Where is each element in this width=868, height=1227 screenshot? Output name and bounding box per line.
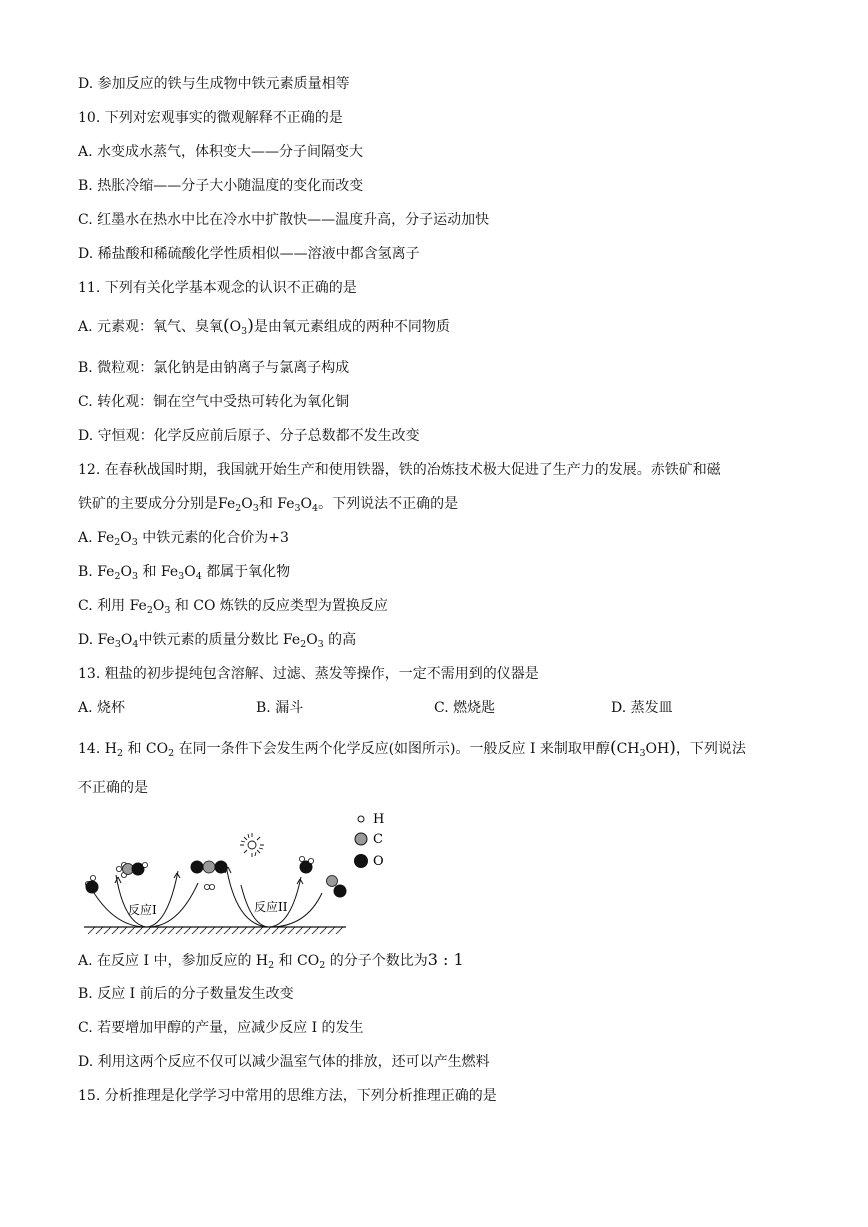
q13-option-c: C. 燃烧匙 <box>434 700 496 716</box>
q10-stem: 10. 下列对宏观事实的微观解释不正确的是 <box>78 110 343 126</box>
reaction-2-label: 反应II <box>254 900 288 914</box>
methanol-molecule <box>116 862 147 877</box>
legend-hydrogen-atom <box>358 816 364 822</box>
reaction-diagram <box>76 805 406 935</box>
q10-option-c: C. 红墨水在热水中比在冷水中扩散快——温度升高，分子运动加快 <box>78 212 490 228</box>
q12-option-b: B. $Fe_2O_3$ 和 $Fe_3O_4$ 都属于氧化物 <box>78 564 291 582</box>
q13-stem: 13. 粗盐的初步提纯包含溶解、过滤、蒸发等操作，一定不需用到的仪器是 <box>78 666 539 682</box>
q13-option-d: D. 蒸发皿 <box>611 700 673 716</box>
q10-option-b: B. 热胀冷缩——分子大小随温度的变化而改变 <box>78 178 364 194</box>
q14-option-b: B. 反应 I 前后的分子数量发生改变 <box>78 986 294 1002</box>
hydrogen-molecule <box>204 884 214 889</box>
fe2o3-formula: $Fe_2O_3$ <box>218 496 259 514</box>
q10-option-a: A. 水变成水蒸气，体积变大——分子间隔变大 <box>78 144 364 160</box>
q14-option-d: D. 利用这两个反应不仅可以减少温室气体的排放，还可以产生燃料 <box>78 1054 490 1070</box>
fe2o3-formula: $Fe_2O_3$ <box>282 632 324 650</box>
q11-option-b: B. 微粒观：氯化钠是由钠离子与氯离子构成 <box>78 360 350 376</box>
fe2o3-formula: $Fe_2O_3$ <box>129 598 171 616</box>
fe2o3-formula: $Fe_2O_3$ <box>97 564 139 582</box>
q12-stem-line1: 12. 在春秋战国时期，我国就开始生产和使用铁器，铁的冶炼技术极大促进了生产力的发展。赤铁矿和磁 <box>78 462 721 478</box>
sun-icon <box>240 833 264 857</box>
q15-stem: 15. 分析推理是化学学习中常用的思维方法，下列分析推理正确的是 <box>78 1088 497 1104</box>
q11-stem: 11. 下列有关化学基本观念的认识不正确的是 <box>78 280 357 296</box>
fe3o4-formula: $Fe_3O_4$ <box>97 632 139 650</box>
legend-h-label: H <box>373 812 385 827</box>
q11-option-a: A. 元素观：氧气、臭氧$(O_3)$是由氧元素组成的两种不同物质 <box>78 316 450 337</box>
water-molecule-left <box>85 875 98 893</box>
q10-option-d: D. 稀盐酸和稀硫酸化学性质相似——溶液中都含氢离子 <box>78 246 420 262</box>
legend-carbon-atom <box>355 833 367 845</box>
q12-option-c: C. 利用 $Fe_2O_3$ 和 CO 炼铁的反应类型为置换反应 <box>78 598 388 616</box>
diagram-legend <box>354 812 384 869</box>
legend-oxygen-atom <box>354 854 368 868</box>
catalyst-surface <box>84 927 346 934</box>
q9-option-d: D. 参加反应的铁与生成物中铁元素质量相等 <box>78 76 350 92</box>
fe3o4-formula: $Fe_3O_4$ <box>160 564 202 582</box>
q11-option-c: C. 转化观：铜在空气中受热可转化为氧化铜 <box>78 394 350 410</box>
q14-stem-line1: 14. $H_2$ 和 $CO_2$ 在同一条件下会发生两个化学反应(如图所示)。一般反应 I 来制取甲醇$(CH_3OH)$，下列说法 <box>78 738 746 759</box>
q12-stem-line2: 铁矿的主要成分分别是$Fe_2O_3$和 $Fe_3O_4$。下列说法不正确的是 <box>78 496 459 514</box>
fe2o3-formula: $Fe_2O_3$ <box>97 530 138 548</box>
reaction-1-arrows <box>94 871 198 927</box>
reaction-1-label: 反应I <box>128 903 157 917</box>
q13-option-a: A. 烧杯 <box>78 700 126 716</box>
q12-option-d: D. $Fe_3O_4$中铁元素的质量分数比 $Fe_2O_3$ 的高 <box>78 632 357 650</box>
legend-o-label: O <box>373 854 384 869</box>
carbon-dioxide-molecule <box>191 861 228 874</box>
legend-c-label: C <box>373 832 383 847</box>
reaction-2-arrows <box>225 865 322 927</box>
q11-option-d: D. 守恒观：化学反应前后原子、分子总数都不发生改变 <box>78 428 420 444</box>
q13-option-b: B. 漏斗 <box>256 700 304 716</box>
q14-option-c: C. 若要增加甲醇的产量，应减少反应 I 的发生 <box>78 1020 364 1036</box>
water-molecule-right <box>299 856 313 873</box>
q12-option-a: A. $Fe_2O_3$ 中铁元素的化合价为+3 <box>78 530 289 548</box>
q14-stem-line2: 不正确的是 <box>78 780 148 796</box>
fe3o4-formula: $Fe_3O_4$ <box>277 496 319 514</box>
carbon-monoxide-molecule <box>327 876 347 898</box>
q14-option-a: A. 在反应 I 中，参加反应的 $H_2$ 和 $CO_2$ 的分子个数比为3 : 1 <box>78 950 464 971</box>
